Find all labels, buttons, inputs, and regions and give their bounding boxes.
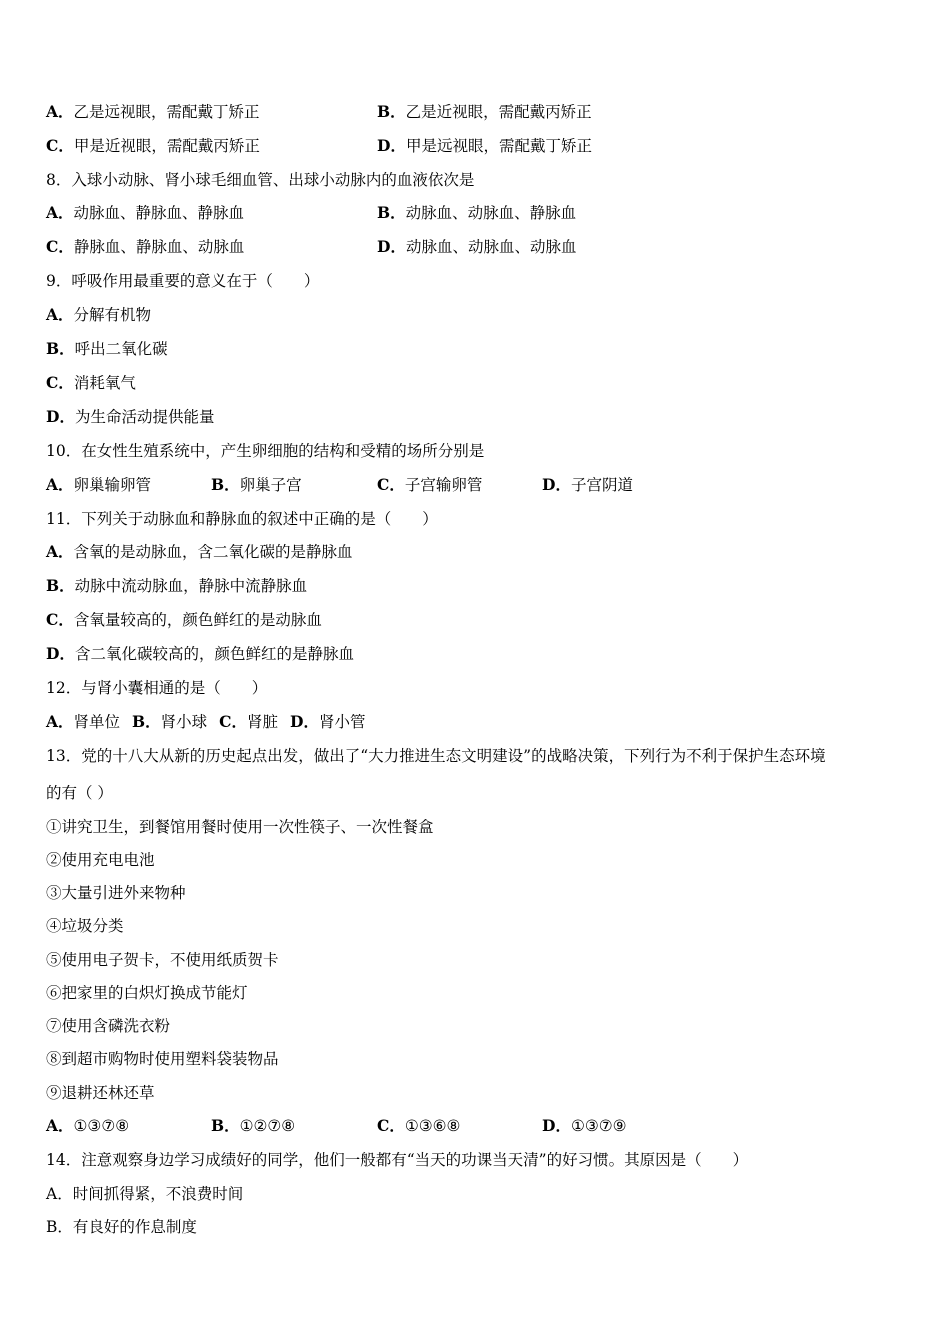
q14-option-b: B．有良好的作息制度 <box>46 1218 197 1236</box>
q13-item: ⑤使用电子贺卡，不使用纸质贺卡 <box>46 951 279 969</box>
q7-option-b: B．乙是近视眼，需配戴丙矫正 <box>377 102 592 121</box>
q13-item: ③大量引进外来物种 <box>46 884 186 902</box>
q13-option-d: D．①③⑦⑨ <box>542 1116 627 1135</box>
q7-option-a: A．乙是远视眼，需配戴丁矫正 <box>46 102 260 121</box>
q13-option-a: A．①③⑦⑧ <box>46 1116 130 1135</box>
q8-option-b: B．动脉血、动脉血、静脉血 <box>377 203 577 222</box>
q11-option-c: C．含氧量较高的，颜色鲜红的是动脉血 <box>46 610 322 629</box>
q14-stem: 14．注意观察身边学习成绩好的同学，他们一般都有“当天的功课当天清”的好习惯。其原因是（ ） <box>46 1151 749 1169</box>
q10-option-d: D．子宫阴道 <box>542 475 633 494</box>
q12-options <box>46 710 366 734</box>
q12-option-a: A．肾单位 <box>46 712 121 731</box>
q13-item: ⑦使用含磷洗衣粉 <box>46 1017 171 1035</box>
q13-item: ⑥把家里的白炽灯换成节能灯 <box>46 984 248 1002</box>
q9-stem: 9．呼吸作用最重要的意义在于（ ） <box>46 272 320 290</box>
q10-option-a: A．卵巢输卵管 <box>46 475 152 494</box>
q13-item: ④垃圾分类 <box>46 917 124 935</box>
q13-stem-line2: 的有（ ） <box>46 784 113 802</box>
q13-option-b: B．①②⑦⑧ <box>211 1116 296 1135</box>
q8-option-a: A．动脉血、静脉血、静脉血 <box>46 203 245 222</box>
q14-option-a: A．时间抓得紧，不浪费时间 <box>46 1185 244 1203</box>
q9-option-d: D．为生命活动提供能量 <box>46 407 215 426</box>
q13-item: ②使用充电电池 <box>46 851 155 869</box>
q13-option-c: C．①③⑥⑧ <box>377 1116 461 1135</box>
q9-option-b: B．呼出二氧化碳 <box>46 339 168 358</box>
q13-item: ⑧到超市购物时使用塑料袋装物品 <box>46 1050 279 1068</box>
q12-stem: 12．与肾小囊相通的是（ ） <box>46 679 268 697</box>
q8-stem: 8．入球小动脉、肾小球毛细血管、出球小动脉内的血液依次是 <box>46 171 475 189</box>
q11-option-d: D．含二氧化碳较高的，颜色鲜红的是静脉血 <box>46 644 354 663</box>
q13-item: ①讲究卫生，到餐馆用餐时使用一次性筷子、一次性餐盒 <box>46 818 434 836</box>
q10-option-b: B．卵巢子宫 <box>211 475 302 494</box>
q11-stem: 11．下列关于动脉血和静脉血的叙述中正确的是（ ） <box>46 510 438 528</box>
q13-item: ⑨退耕还林还草 <box>46 1084 155 1102</box>
q10-stem: 10．在女性生殖系统中，产生卵细胞的结构和受精的场所分别是 <box>46 442 485 460</box>
q11-option-b: B．动脉中流动脉血，静脉中流静脉血 <box>46 576 308 595</box>
q12-option-d: D．肾小管 <box>290 712 366 731</box>
q7-option-d: D．甲是远视眼，需配戴丁矫正 <box>377 136 592 155</box>
q12-option-c: C．肾脏 <box>219 712 279 731</box>
q12-option-b: B．肾小球 <box>132 712 208 731</box>
q9-option-c: C．消耗氧气 <box>46 373 136 392</box>
q13-stem-line1: 13．党的十八大从新的历史起点出发，做出了“大力推进生态文明建设”的战略决策，下列行为不利于保护生态环境 <box>46 747 826 765</box>
q8-option-d: D．动脉血、动脉血、动脉血 <box>377 237 577 256</box>
q7-option-c: C．甲是近视眼，需配戴丙矫正 <box>46 136 260 155</box>
q8-option-c: C．静脉血、静脉血、动脉血 <box>46 237 245 256</box>
q11-option-a: A．含氧的是动脉血，含二氧化碳的是静脉血 <box>46 542 353 561</box>
q9-option-a: A．分解有机物 <box>46 305 152 324</box>
q10-option-c: C．子宫输卵管 <box>377 475 483 494</box>
